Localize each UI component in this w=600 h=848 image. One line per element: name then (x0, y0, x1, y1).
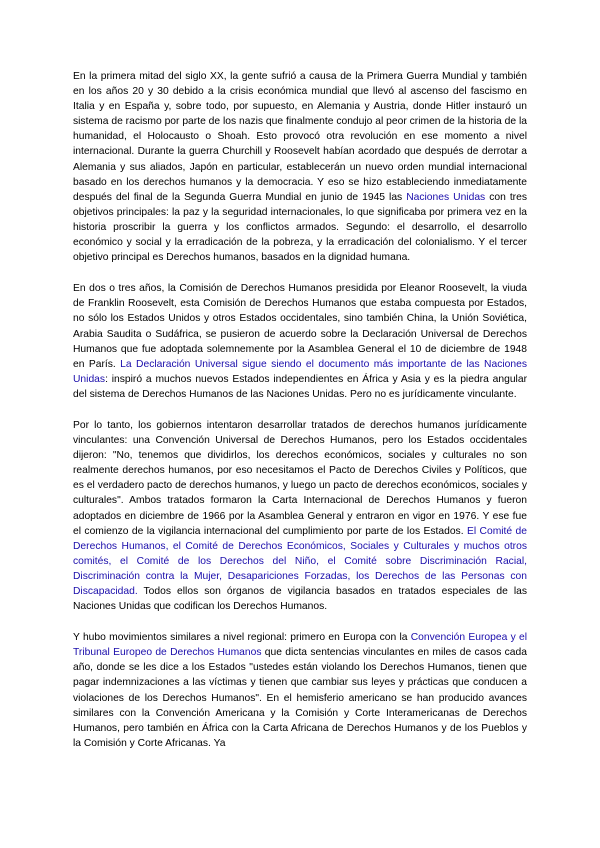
paragraph-1-text-b: con tres objetivos principales: la paz y la seguridad internacionales, lo que significaba por primera vez en la historia proscribir la guerra y los conflictos armados. Segundo: el desarrollo, el desarrollo económico y social y la erradicación de la pobreza, y la erradicación del colonialismo. Y el tercer objetivo principal es Derechos humanos, basados en la dignidad humana. (73, 191, 527, 264)
paragraph-4 (73, 630, 527, 751)
paragraph-2 (73, 281, 527, 402)
paragraph-2-text-a: En dos o tres años, la Comisión de Derechos Humanos presidida por Eleanor Roosevelt, la viuda de Franklin Roosevelt, esta Comisión de Derechos Humanos que estaba compuesta por Estados, no sólo los Estados Unidos y otros Estados occidentales, sino también China, la Unión Soviética, Arabia Saudita o Sudáfrica, se pusieron de acuerdo sobre la Declaración Universal de Derechos Humanos que fue adoptada solemnemente por la Asamblea General el 10 de diciembre de 1948 en París. (73, 283, 527, 370)
paragraph-3-text-a: Por lo tanto, los gobiernos intentaron desarrollar tratados de derechos humanos jurídicamente vinculantes: una Convención Universal de Derechos Humanos, pero los Estados occidentales dijeron: "No, tenemos que dividirlos, los derechos económicos, sociales y culturales no son realmente derechos humanos, por eso necesitamos el Pacto de Derechos Civiles y Políticos, que es el verdadero pacto de derechos humanos, y luego un pacto de derechos económicos, sociales y culturales". Ambos tratados formaron la Carta Internacional de Derechos Humanos y fueron adoptados en diciembre de 1966 por la Asamblea General y entraron en vigor en 1976. Y ese fue el comienzo de la vigilancia internacional del cumplimiento por parte de los Estados. (73, 419, 527, 537)
paragraph-2-text-b: : inspiró a muchos nuevos Estados independientes en África y Asia y es la piedra angular del sistema de Derechos Humanos de las Naciones Unidas. Pero no es jurídicamente vinculante. (73, 373, 527, 400)
comites-link[interactable]: El Comité de Derechos Humanos, el Comité de Derechos Económicos, Sociales y Culturales y muchos otros comités, el Comité de los Derechos del Niño, el Comité sobre Discriminación Racial, Discriminación contra la Mujer, Desapariciones Forzadas, los Derechos de las Personas con Discapacidad. (73, 525, 527, 597)
paragraph-3 (73, 418, 527, 614)
naciones-unidas-link[interactable]: Naciones Unidas (406, 191, 486, 203)
paragraph-1 (73, 69, 527, 265)
paragraph-1-text-a: En la primera mitad del siglo XX, la gente sufrió a causa de la Primera Guerra Mundial y también en los años 20 y 30 debido a la crisis económica mundial que llevó al ascenso del fascismo en Italia y en España y, sobre todo, por supuesto, en Alemania y Austria, donde Hitler instauró un sistema de racismo por parte de los nazis que finalmente condujo al peor crimen de la historia de la humanidad, el Holocausto o Shoah. Esto provocó otra revolución en ese momento a nivel internacional. Durante la guerra Churchill y Roosevelt habían acordado que después de derrotar a Alemania y sus aliados, Japón en particular, establecerán un nuevo orden mundial internacional basado en los derechos humanos y la democracia. Y eso se hizo estableciendo inmediatamente después del final de la Segunda Guerra Mundial en junio de 1945 las (73, 71, 527, 203)
convencion-europea-link[interactable]: Convención Europea y el Tribunal Europeo de Derechos Humanos (73, 632, 527, 659)
paragraph-4-text-a: Y hubo movimientos similares a nivel regional: primero en Europa con la (73, 632, 411, 644)
paragraph-4-text-b: que dicta sentencias vinculantes en miles de casos cada año, donde se les dice a los Estados "ustedes están violando los Derechos Humanos, tienen que pagar indemnizaciones a las víctimas y tienen que cambiar sus leyes y prácticas que conducen a violaciones de los Derechos Humanos". En el hemisferio americano se han producido avances similares con la Convención Americana y la Comisión y Corte Interamericanas de Derechos Humanos, pero también en África con la Carta Africana de Derechos Humanos y de los Pueblos y la Comisión y Corte Africanas. Ya (73, 647, 527, 749)
declaracion-universal-link[interactable]: La Declaración Universal sigue siendo el documento más importante de las Naciones Unidas (73, 358, 527, 385)
paragraph-3-text-b: Todos ellos son órganos de vigilancia basados en tratados especiales de las Naciones Unidas que codifican los Derechos Humanos. (73, 586, 527, 613)
